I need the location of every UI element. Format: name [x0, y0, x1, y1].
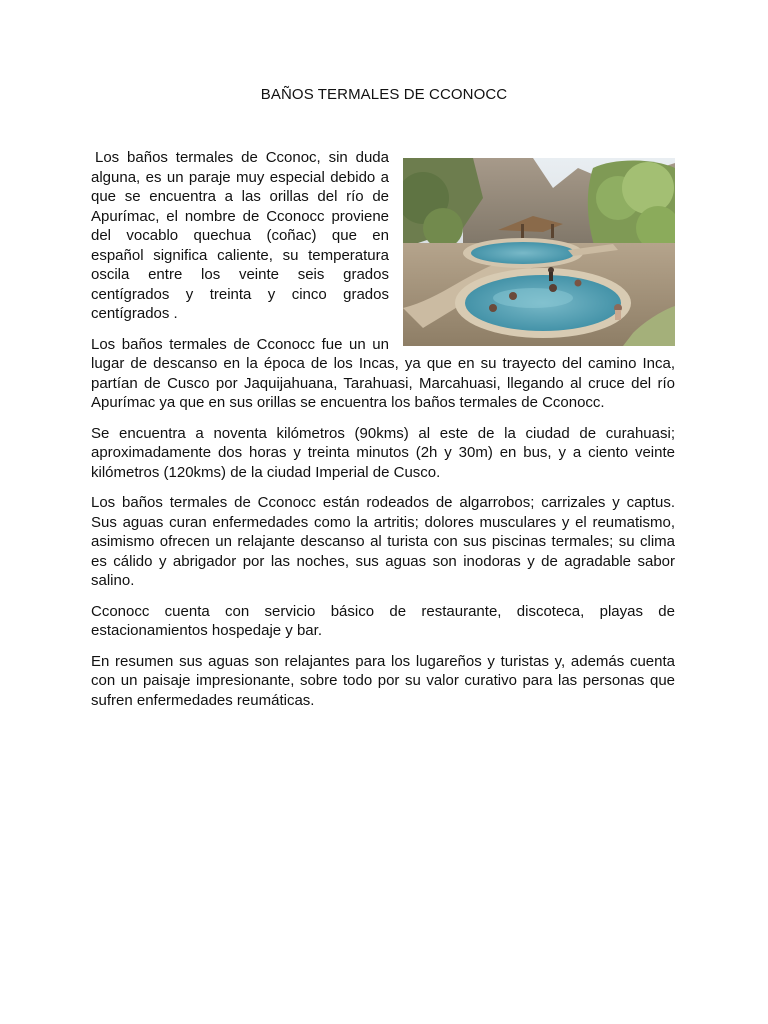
paragraph-intro: Los baños termales de Cconoc, sin duda alguna, es un paraje muy especial debido a que se encuentra a las orillas del río de Apurímac, el nombre de Cconocc proviene del vocablo quechua (coñac) que en español significa caliente, su temperatura oscila entre los veinte seis grados centígrados y treinta y cinco grados centígrados . — [91, 149, 389, 322]
hot-springs-photo — [403, 158, 675, 346]
paragraph-surroundings: Los baños termales de Cconocc están rodeados de algarrobos; carrizales y captus. Sus aguas curan enfermedades como la artritis; dolores musculares y el reumatismo, asimismo ofrecen un relajante descanso al turista con sus piscinas termales; su clima es cálido y abrigador por las noches, sus aguas son inodoras y de agradable sabor salino. — [91, 494, 675, 589]
paragraph-summary: En resumen sus aguas son relajantes para los lugareños y turistas y, además cuenta con un paisaje impresionante, sobre todo por su valor curativo para las personas que sufren enfermedades reumáticas. — [91, 652, 675, 709]
document-body — [91, 148, 675, 721]
document-title: BAÑOS TERMALES DE CCONOCC — [260, 86, 508, 103]
paragraph-services: Cconocc cuenta con servicio básico de restaurante, discoteca, playas de estacionamientos hospedaje y bar. — [91, 602, 675, 639]
paragraph-location: Se encuentra a noventa kilómetros (90kms) al este de la ciudad de curahuasi; aproximadamente dos horas y treinta minutos (2h y 30m) en bus, y a ciento veinte kilómetros (120kms) de la ciudad Imperial de Cusco. — [91, 424, 675, 481]
paragraph-history: Los baños termales de Cconocc fue un un lugar de descanso en la época de los Incas, ya que en su trayecto del camino Inca, partían de Cusco por Jaquijahuana, Tarahuasi, Marcahuasi, llegando al cruce del río Apurímac ya que en sus orillas se encuentra los baños termales de Cconocc. — [91, 335, 675, 411]
